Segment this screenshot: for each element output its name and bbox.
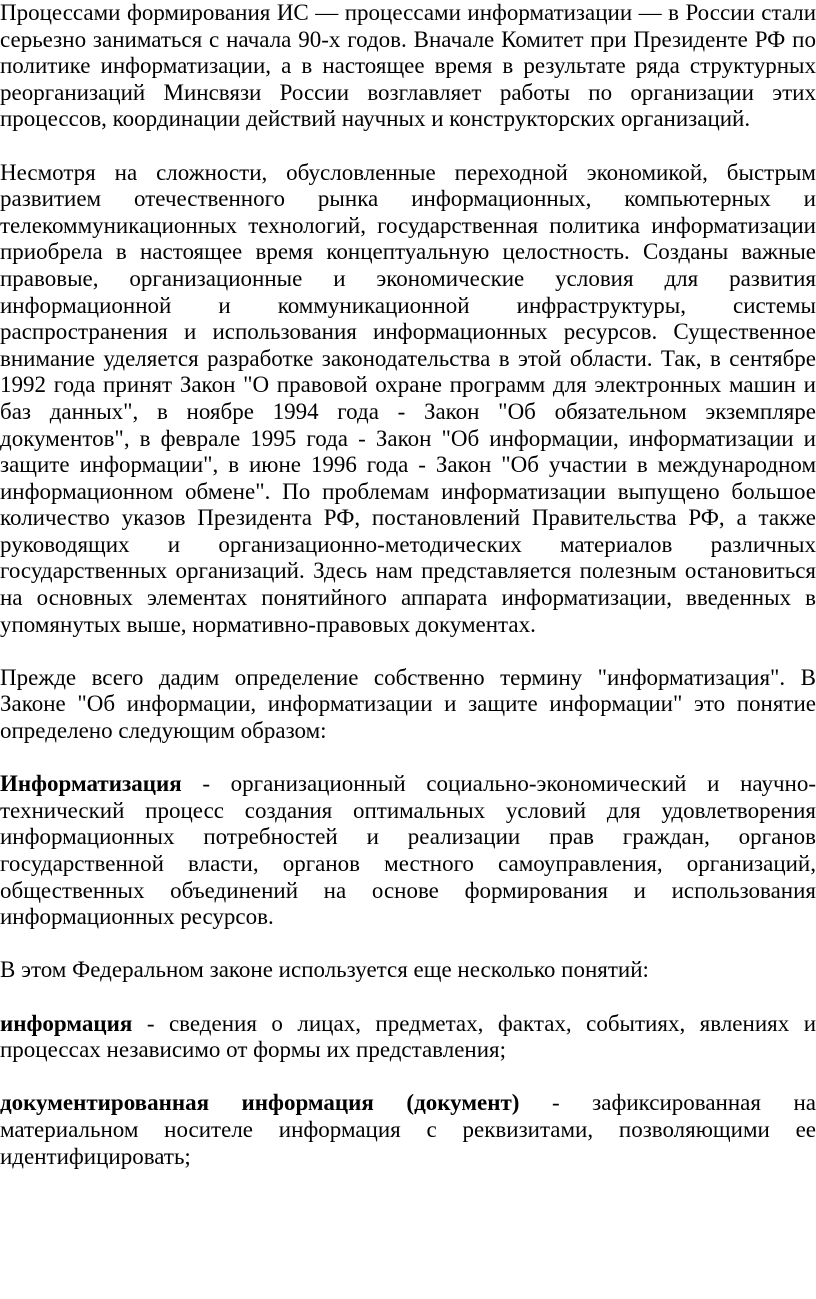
paragraph-policy: Несмотря на сложности, обусловленные переходной экономикой, быстрым развитием отечественного рынка информационных, компьютерных и телекоммуникационных технологий, государственная политика информатизации приобрела в настоящее время концептуальную целостность. Созданы важные правовые, организационные и экономические условия для развития информационной и коммуникационной инфраструктуры, системы распространения и использования информационных ресурсов. Существенное внимание уделяется разработке законодательства в этой области. Так, в сентябре 1992 года принят Закон "О правовой охране программ для электронных машин и баз данных", в ноябре 1994 года - Закон "Об обязательном экземпляре документов", в феврале 1995 года - Закон "Об информации, информатизации и защите информации", в июне 1996 года - Закон "Об участии в международном информационном обмене". По проблемам информатизации выпущено большое количество указов Президента РФ, постановлений Правительства РФ, а также руководящих и организационно-методических материалов различных государственных организаций. Здесь нам представляется полезным остановиться на основных элементах понятийного аппарата информатизации, введенных в упомянутых выше, нормативно-правовых документах. — [0, 159, 816, 637]
paragraph-informatization-definition — [0, 771, 816, 931]
definition-information: - сведения о лицах, предметах, фактах, событиях, явлениях и процессах независимо от формы их представления; — [0, 1010, 816, 1063]
term-documented-information: документированная информация (документ) — [0, 1090, 520, 1116]
definition-documented-information: - зафиксированная на материальном носителе информация с реквизитами, позволяющими ее идентифицировать; — [0, 1090, 816, 1169]
definition-informatization: - организационный социально-экономический и научно-технический процесс создания оптимальных условий для удовлетворения информационных потребностей и реализации прав граждан, органов государственной власти, органов местного самоуправления, организаций, общественных объединений на основе формирования и использования информационных ресурсов. — [0, 771, 816, 930]
paragraph-definition-lead: Прежде всего дадим определение собственно термину "информатизация". В Законе "Об информации, информатизации и защите информации" это понятие определено следующим образом: — [0, 664, 816, 744]
term-information: информация — [0, 1010, 133, 1036]
paragraph-intro: Процессами формирования ИС — процессами информатизации — в России стали серьезно заниматься с начала 90-х годов. Вначале Комитет при Президенте РФ по политике информатизации, а в настоящее время в результате ряда структурных реорганизаций Минсвязи России возглавляет работы по организации этих процессов, координации действий научных и конструкторских организаций. — [0, 0, 816, 132]
term-informatization: Информатизация — [0, 771, 182, 797]
paragraph-information-definition — [0, 1011, 816, 1064]
paragraph-document-definition — [0, 1090, 816, 1170]
paragraph-concepts-lead: В этом Федеральном законе используется еще несколько понятий: — [0, 957, 649, 983]
